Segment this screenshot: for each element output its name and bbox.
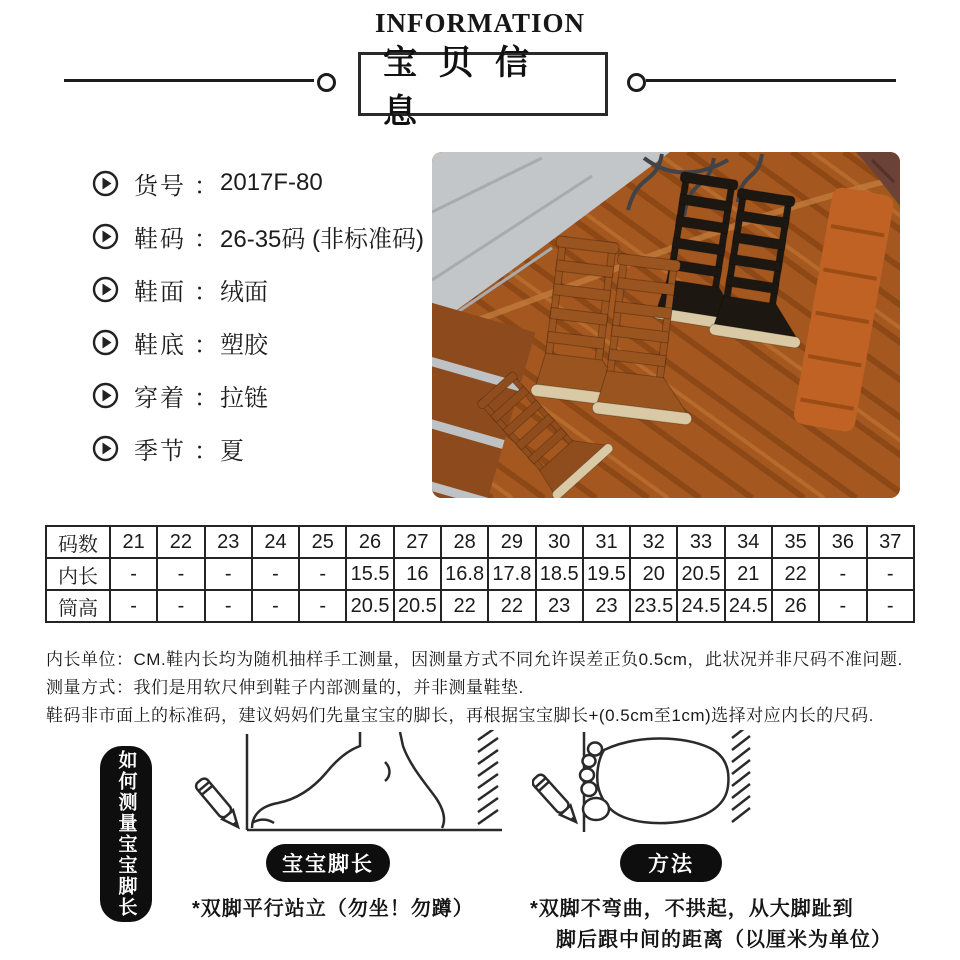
- circled-arrow-icon: [92, 435, 119, 462]
- spec-value: 拉链: [220, 384, 268, 412]
- table-cell: -: [819, 590, 866, 622]
- spec-separator: ：: [194, 437, 218, 465]
- table-cell: 23: [583, 590, 630, 622]
- method-note-line-2: 脚后跟中间的距离（以厘米为单位）: [556, 929, 892, 951]
- spec-row-sole-material: [92, 327, 424, 357]
- row-header: 码数: [46, 526, 110, 558]
- size-table: [45, 525, 915, 623]
- note-line: 鞋码非市面上的标准码，建议妈妈们先量宝宝的脚长，再根据宝宝脚长+(0.5cm至1cm)选择对应内长的尺码.: [46, 706, 874, 725]
- table-cell: 20.5: [394, 590, 441, 622]
- table-cell: 15.5: [346, 558, 393, 590]
- title-box: [358, 45, 608, 131]
- spec-list: [92, 168, 424, 463]
- table-row-shaft-height: [46, 590, 914, 622]
- spec-label: 货号: [134, 172, 186, 200]
- spec-row-upper-material: [92, 274, 424, 304]
- table-cell: -: [819, 558, 866, 590]
- method-guide: [520, 730, 920, 956]
- table-cell: -: [867, 590, 915, 622]
- method-badge: 方法: [620, 844, 722, 882]
- spec-label: 鞋码: [134, 225, 186, 253]
- table-cell: 31: [583, 526, 630, 558]
- table-cell: 16.8: [441, 558, 488, 590]
- foot-length-note: *双脚平行站立（勿坐！勿蹲）: [192, 898, 474, 920]
- spec-separator: ：: [194, 384, 218, 412]
- table-cell: 22: [772, 558, 819, 590]
- table-cell: -: [205, 590, 252, 622]
- table-cell: 37: [867, 526, 915, 558]
- table-cell: 23.5: [630, 590, 677, 622]
- table-cell: 33: [677, 526, 724, 558]
- table-cell: 20.5: [677, 558, 724, 590]
- header-title-en: INFORMATION: [375, 8, 585, 38]
- foot-top-view-diagram: [532, 730, 782, 836]
- table-cell: -: [110, 558, 157, 590]
- method-note: [530, 894, 920, 956]
- spec-label: 穿着: [134, 384, 186, 412]
- decorative-line-right: [646, 79, 896, 82]
- table-row-inner-length: [46, 558, 914, 590]
- method-note-line-1: *双脚不弯曲，不拱起，从大脚趾到: [530, 898, 854, 920]
- table-cell: 35: [772, 526, 819, 558]
- how-to-measure-label: 如何测量宝宝脚长: [100, 746, 152, 922]
- table-cell: -: [252, 590, 299, 622]
- table-cell: 29: [488, 526, 535, 558]
- table-cell: 20.5: [346, 590, 393, 622]
- table-cell: 16: [394, 558, 441, 590]
- table-cell: 34: [725, 526, 772, 558]
- spec-separator: ：: [194, 225, 218, 253]
- table-cell: 25: [299, 526, 346, 558]
- spec-value: 塑胶: [220, 331, 268, 359]
- spec-label: 季节: [134, 437, 186, 465]
- table-cell: 24: [252, 526, 299, 558]
- circled-arrow-icon: [92, 329, 119, 356]
- foot-length-badge: 宝宝脚长: [266, 844, 390, 882]
- table-cell: 26: [772, 590, 819, 622]
- spec-value: 夏: [220, 437, 244, 465]
- table-cell: -: [205, 558, 252, 590]
- table-cell: 21: [725, 558, 772, 590]
- table-cell: -: [867, 558, 915, 590]
- foot-side-view-diagram: [188, 730, 510, 836]
- table-cell: 19.5: [583, 558, 630, 590]
- spec-label: 鞋底: [134, 331, 186, 359]
- table-cell: 22: [157, 526, 204, 558]
- circled-arrow-icon: [92, 223, 119, 250]
- decorative-circle-left: [317, 73, 336, 92]
- table-cell: 23: [536, 590, 583, 622]
- page-title: 宝贝信息: [383, 45, 551, 131]
- table-cell: 23: [205, 526, 252, 558]
- measurement-notes: [46, 646, 914, 730]
- product-photo: [432, 152, 900, 498]
- circled-arrow-icon: [92, 170, 119, 197]
- table-cell: 30: [536, 526, 583, 558]
- table-cell: -: [299, 558, 346, 590]
- spec-separator: ：: [194, 331, 218, 359]
- table-cell: 24.5: [677, 590, 724, 622]
- spec-row-item-number: [92, 168, 424, 198]
- spec-label: 鞋面: [134, 278, 186, 306]
- foot-length-guide: [188, 730, 518, 925]
- table-cell: 22: [488, 590, 535, 622]
- note-line: 测量方式：我们是用软尺伸到鞋子内部测量的，并非测量鞋垫.: [46, 678, 524, 697]
- table-cell: -: [157, 590, 204, 622]
- product-photo-illustration: [432, 152, 900, 498]
- spec-row-season: [92, 433, 424, 463]
- table-cell: 26: [346, 526, 393, 558]
- table-cell: -: [252, 558, 299, 590]
- spec-separator: ：: [194, 172, 218, 200]
- table-cell: 22: [441, 590, 488, 622]
- table-cell: 27: [394, 526, 441, 558]
- row-header: 内长: [46, 558, 110, 590]
- spec-value: 26-35码 (非标准码): [220, 225, 425, 253]
- spec-value: 绒面: [220, 278, 268, 306]
- table-cell: -: [110, 590, 157, 622]
- circled-arrow-icon: [92, 276, 119, 303]
- table-cell: 17.8: [488, 558, 535, 590]
- spec-row-closure: [92, 380, 424, 410]
- table-cell: -: [299, 590, 346, 622]
- spec-separator: ：: [194, 278, 218, 306]
- spec-row-size-range: [92, 221, 424, 251]
- decorative-circle-right: [627, 73, 646, 92]
- note-line: 内长单位：CM.鞋内长均为随机抽样手工测量，因测量方式不同允许误差正负0.5cm，此状况并非尺码不准问题.: [46, 650, 903, 669]
- spec-value: 2017F-80: [220, 169, 323, 196]
- table-cell: 36: [819, 526, 866, 558]
- table-cell: 20: [630, 558, 677, 590]
- table-cell: 32: [630, 526, 677, 558]
- circled-arrow-icon: [92, 382, 119, 409]
- table-cell: -: [157, 558, 204, 590]
- decorative-line-left: [64, 79, 314, 82]
- table-row-sizes: [46, 526, 914, 558]
- table-cell: 28: [441, 526, 488, 558]
- table-cell: 24.5: [725, 590, 772, 622]
- table-cell: 21: [110, 526, 157, 558]
- row-header: 筒高: [46, 590, 110, 622]
- table-cell: 18.5: [536, 558, 583, 590]
